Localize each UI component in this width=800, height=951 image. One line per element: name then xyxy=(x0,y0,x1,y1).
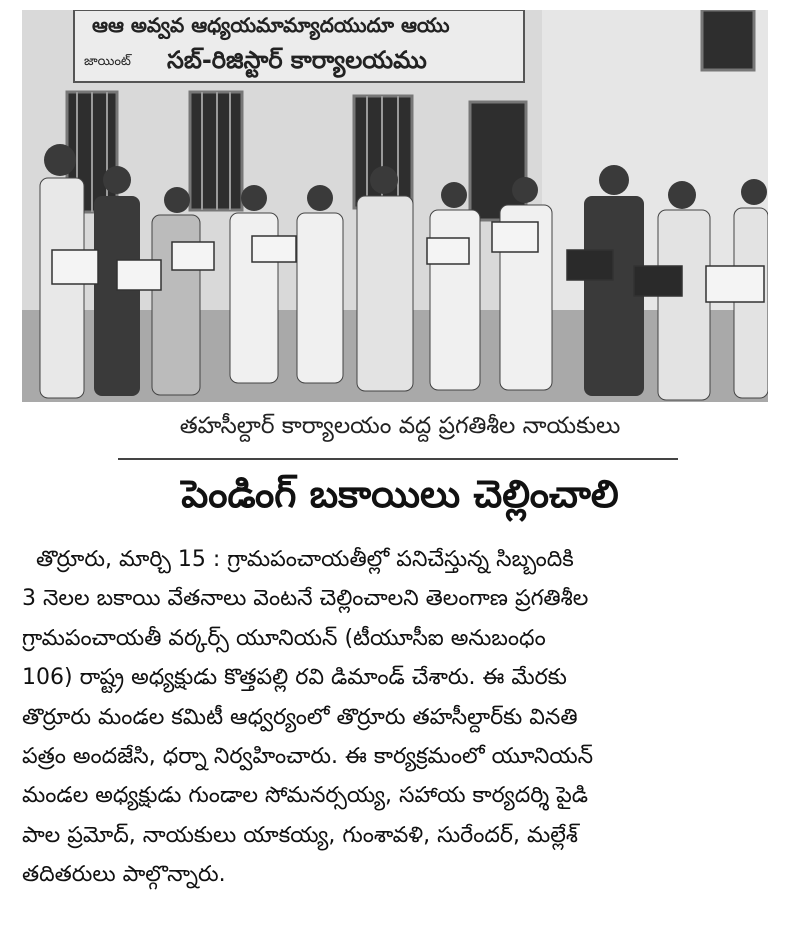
body-line: తొర్రూరు మండల కమిటీ ఆధ్వర్యంలో తొర్రూరు తహసీల్దార్‌కు వినతి xyxy=(22,704,578,730)
article-body xyxy=(22,540,774,895)
protest-photo-illustration xyxy=(22,10,768,402)
body-line: తదితరులు పాల్గొన్నారు. xyxy=(22,862,226,888)
banner-label: జాయింట్ xyxy=(84,54,131,69)
body-line: పత్రం అందజేసి, ధర్నా నిర్వహించారు. ఈ కార్యక్రమంలో యూనియన్ xyxy=(22,744,594,770)
body-line: 3 నెలల బకాయి వేతనాలు వెంటనే చెల్లించాలని తెలంగాణ ప్రగతిశీల xyxy=(22,586,589,612)
banner-office-text: సబ్-రిజిస్టార్ కార్యాలయము xyxy=(167,46,427,74)
headline: పెండింగ్ బకాయిలు చెల్లించాలి xyxy=(181,472,619,516)
photo-caption: తహసీల్దార్ కార్యాలయం వద్ద ప్రగతిశీల నాయకులు xyxy=(179,413,621,439)
body-line: తొర్రూరు, మార్చి 15 : గ్రామపంచాయతీల్లో పనిచేస్తున్న సిబ్బందికి xyxy=(36,547,574,572)
body-line: గ్రామపంచాయతీ వర్కర్స్ యూనియన్ (టీయూసీఐ అనుబంధం xyxy=(22,625,546,651)
news-photo xyxy=(22,10,768,402)
body-line: పాల ప్రమోద్, నాయకులు యాకయ్య, గుంశావళి, సురేందర్, మల్లేశ్ xyxy=(22,822,578,848)
caption-divider xyxy=(118,458,678,460)
body-line: మండల అధ్యక్షుడు గుండాల సోమనర్సయ్య, సహాయ కార్యదర్శి పైడి xyxy=(22,783,589,809)
banner-top-text: ఆఆ అవ్వవ ఆధ్యయమామ్యాదయుదూ ఆయు xyxy=(92,13,450,37)
body-line: 106) రాష్ట్ర అధ్యక్షుడు కొత్తపల్లి రవి డిమాండ్ చేశారు. ఈ మేరకు xyxy=(22,665,567,691)
